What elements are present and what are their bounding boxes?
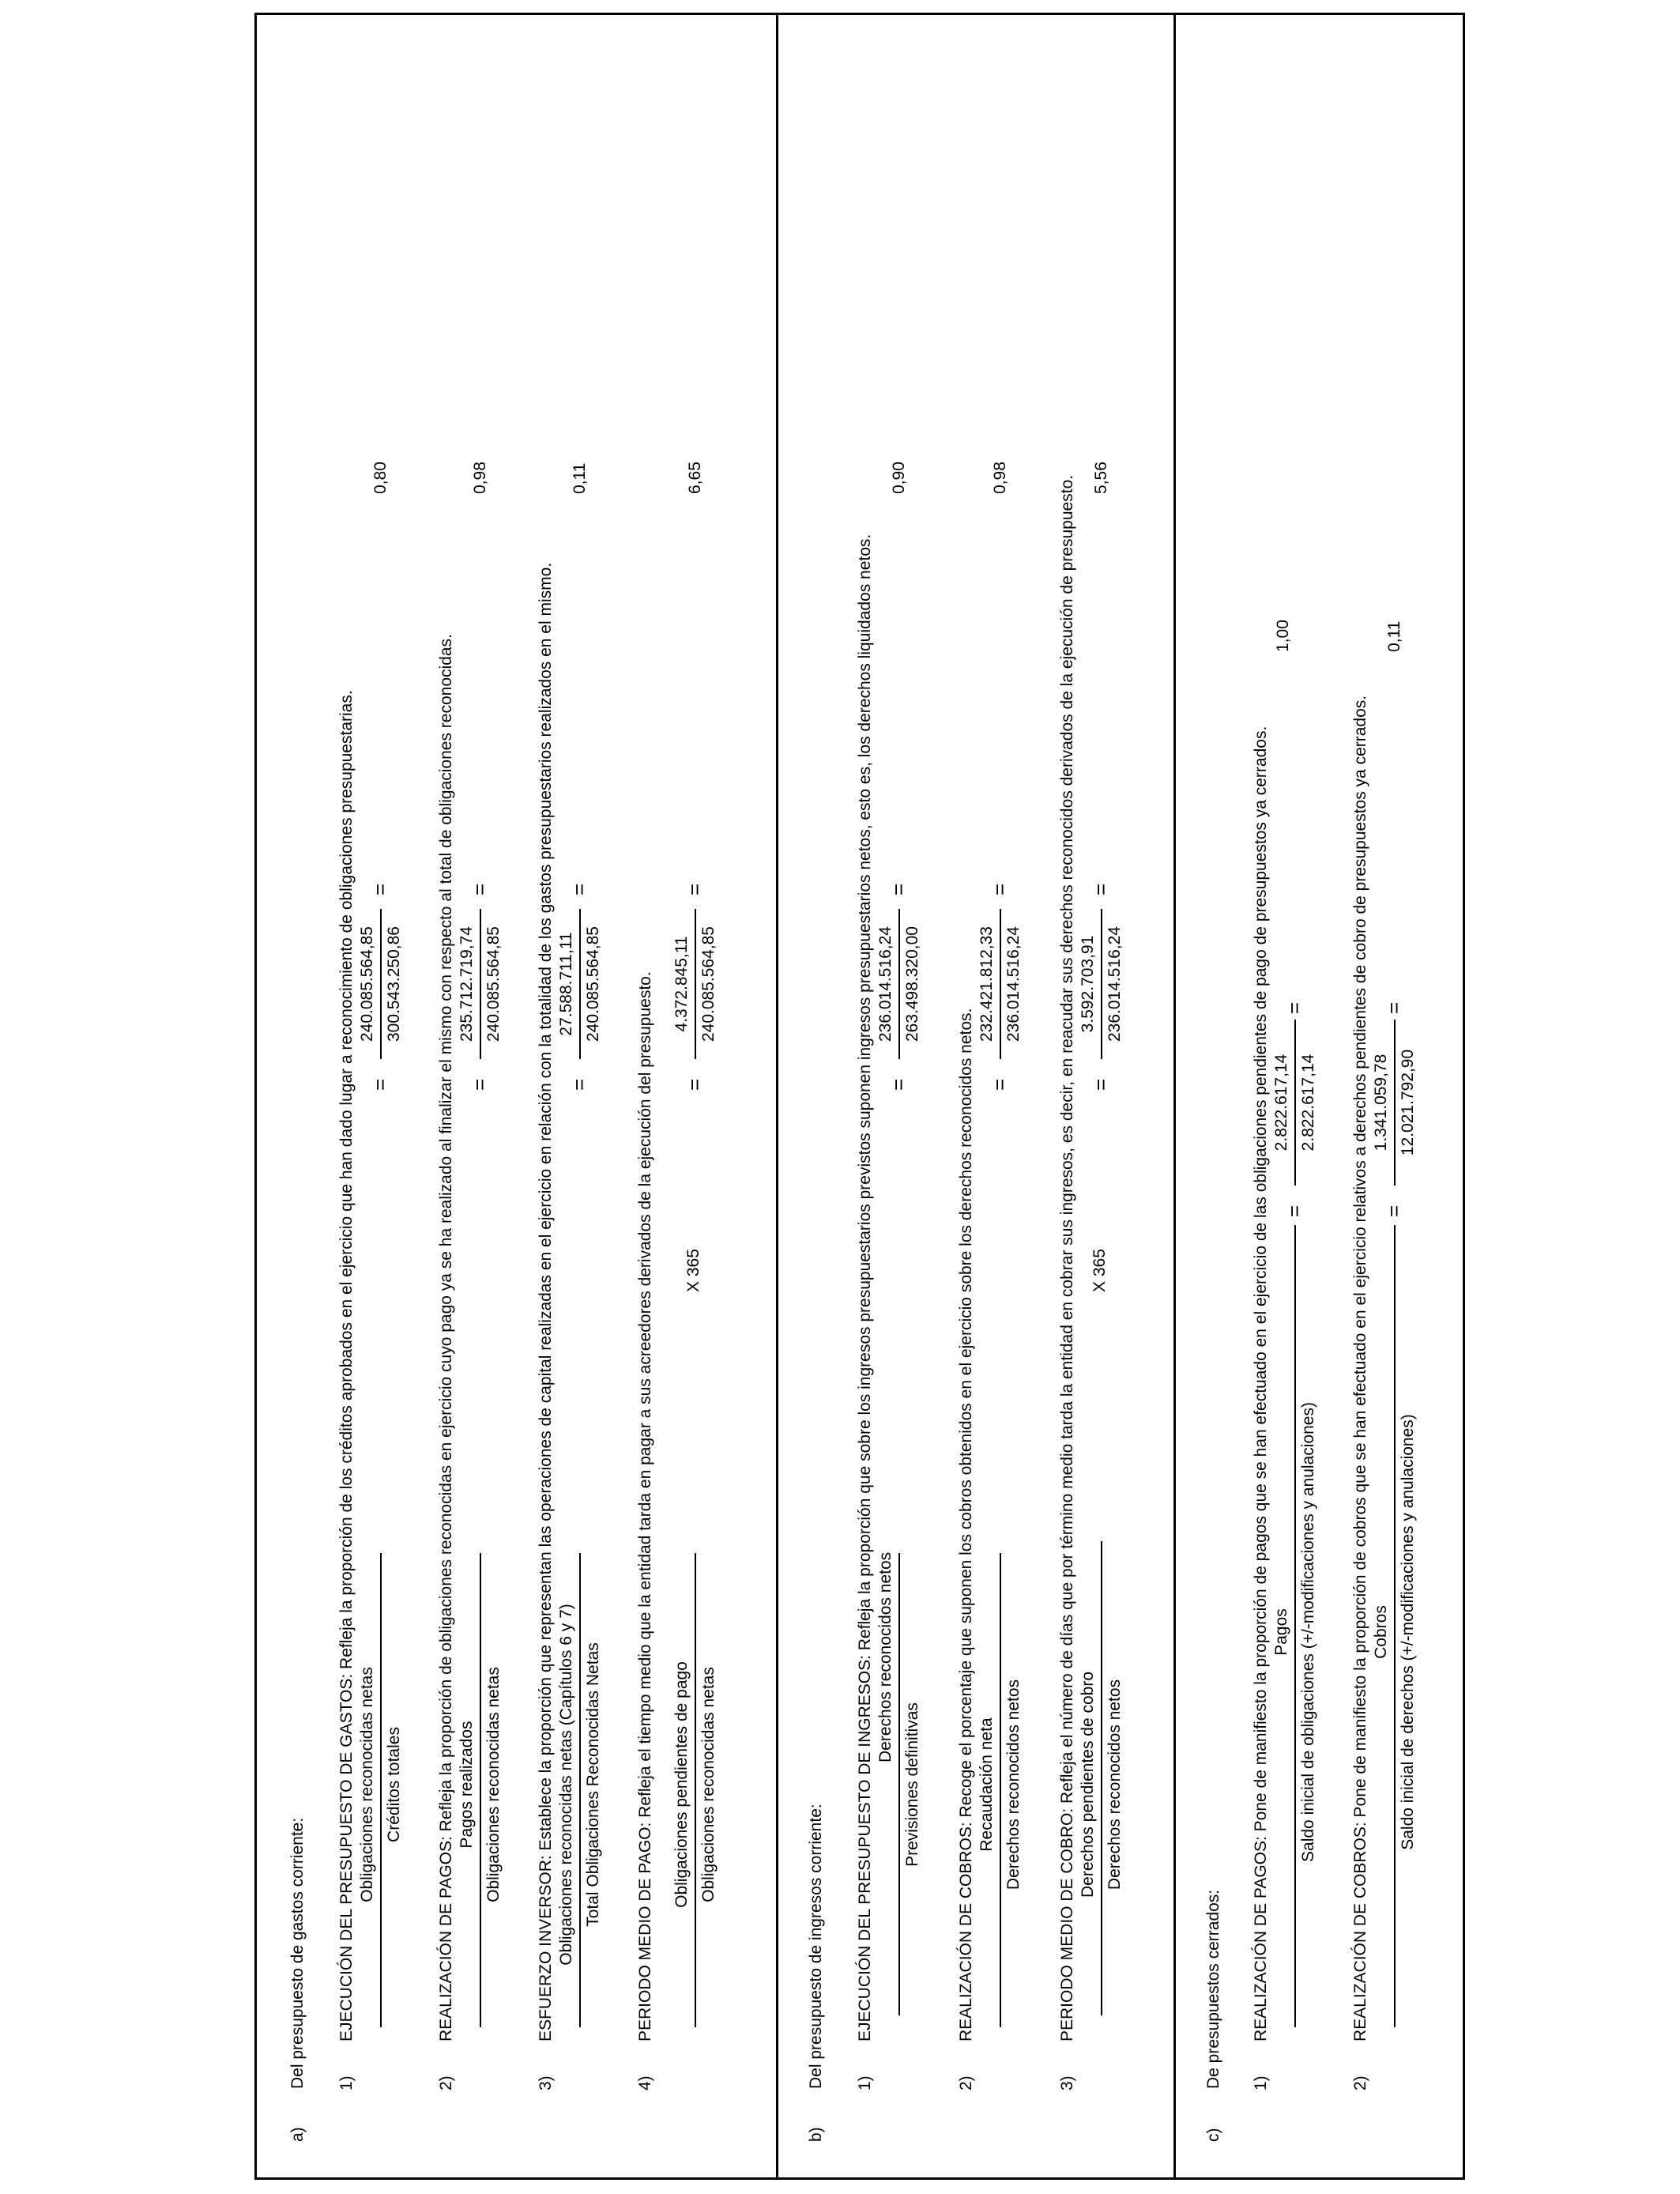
result-value: 0,90 <box>890 462 908 494</box>
fraction-line <box>1000 1553 1001 2027</box>
item-number: 2) <box>437 2075 455 2090</box>
item-number: 1) <box>337 2075 356 2090</box>
numerator-label: Pagos realizados <box>458 1721 476 1849</box>
section-a <box>254 13 776 2180</box>
numerator-value: 4.372.845,11 <box>672 936 691 1032</box>
multiplier: X 365 <box>684 1249 703 1292</box>
numerator-label: Pagos <box>1272 1608 1290 1656</box>
equals-sign: = <box>683 1078 706 1091</box>
denominator-value: 236.014.516,24 <box>1106 926 1124 1042</box>
item-number: 1) <box>856 2075 874 2090</box>
equals-sign: = <box>567 883 591 895</box>
result-value: 0,98 <box>991 462 1009 494</box>
equals-sign: = <box>1283 1001 1306 1014</box>
fraction-line <box>380 1553 382 2027</box>
denominator-label: Saldo inicial de obligaciones (+/-modificaciones y anulaciones) <box>1299 1402 1317 1862</box>
fraction-line <box>898 1553 900 2015</box>
numerator-label: Obligaciones reconocidas netas (Capítulos 6 y 7) <box>557 1604 575 1966</box>
item-number: 3) <box>1058 2075 1076 2090</box>
item-description: EJECUCIÓN DEL PRESUPUESTO DE GASTOS: Refleja la proporción de los créditos aprobados en el ejercicio que han dado lugar a reconocimiento de obligaciones presupuestarias. <box>337 690 356 2041</box>
result-value: 1,00 <box>1274 620 1292 652</box>
item-description: REALIZACIÓN DE PAGOS: Pone de manifiesto la proporción de pagos que se han efectuado en el ejercicio de las obligaciones pendientes de pago de presupuestos ya cerrados. <box>1252 726 1270 2041</box>
denominator-value: 240.085.564,85 <box>484 926 503 1042</box>
section-letter: a) <box>288 2127 307 2142</box>
result-value: 0,80 <box>371 462 390 494</box>
denominator-label: Saldo inicial de derechos (+/-modificaciones y anulaciones) <box>1399 1414 1417 1850</box>
fraction-line <box>1101 1541 1102 2015</box>
item-description: PERIODO MEDIO DE COBRO: Refleja el número de días que por término medio tarda la entidad en cobrar sus ingresos, es decir, en reacudar sus derechos reconocidos derivados de la ejecución de presupuesto. <box>1058 474 1076 2041</box>
equals-sign: = <box>1283 1204 1306 1217</box>
item-description: REALIZACIÓN DE COBROS: Recoge el porcentaje que suponen los cobros obtenidos en el ejercicio sobre los derechos reconocidos netos. <box>957 1008 975 2041</box>
multiplier: X 365 <box>1090 1249 1109 1292</box>
fraction-line <box>1394 1020 1396 1186</box>
numerator-label: Recaudación neta <box>977 1717 996 1852</box>
result-value: 0,11 <box>571 462 589 494</box>
section-title: De presupuestos cerrados: <box>1204 1889 1222 2089</box>
equals-sign: = <box>1382 1204 1406 1217</box>
fraction-line <box>579 909 581 1059</box>
denominator-label: Derechos reconocidos netos <box>1106 1679 1124 1891</box>
equals-sign: = <box>468 883 492 895</box>
item-number: 2) <box>1351 2075 1369 2090</box>
numerator-label: Obligaciones pendientes de pago <box>672 1661 691 1908</box>
equals-sign: = <box>368 883 392 895</box>
result-value: 0,98 <box>471 462 489 494</box>
equals-sign: = <box>1089 883 1113 895</box>
equals-sign: = <box>567 1078 591 1091</box>
denominator-value: 12.021.792,90 <box>1399 1049 1417 1156</box>
numerator-value: 1.341.059,78 <box>1372 1054 1390 1152</box>
item-number: 3) <box>537 2075 555 2090</box>
fraction-line <box>1000 909 1001 1059</box>
fraction-line <box>898 909 900 1059</box>
denominator-label: Obligaciones reconocidas netas <box>484 1667 503 1902</box>
numerator-value: 2.822.617,14 <box>1272 1054 1290 1152</box>
fraction-line <box>1294 1020 1296 1186</box>
item-description: REALIZACIÓN DE PAGOS: Refleja la proporción de obligaciones reconocidas en ejercicio cuyo pago ya se ha realizado al finalizar el mismo con respecto al total de obligaciones reconocidas. <box>437 634 455 2041</box>
fraction-line <box>1294 1225 1296 2027</box>
item-description: EJECUCIÓN DEL PRESUPUESTO DE INGRESOS: Refleja la proporción que sobre los ingresos presupuestarios previstos suponen ingresos presupuestarios netos, esto es, los derechos liquidados netos. <box>856 533 874 2041</box>
denominator-value: 300.543.250,86 <box>385 926 403 1042</box>
equals-sign: = <box>468 1078 492 1091</box>
fraction-line <box>695 1553 696 2027</box>
fraction-line <box>695 909 696 1059</box>
numerator-value: 240.085.564,85 <box>358 926 376 1042</box>
section-letter: b) <box>807 2127 825 2142</box>
numerator-value: 236.014.516,24 <box>876 926 895 1042</box>
result-value: 6,65 <box>686 462 704 494</box>
fraction-line <box>480 1553 481 2027</box>
numerator-value: 232.421.812,33 <box>977 926 996 1042</box>
item-number: 4) <box>636 2075 654 2090</box>
numerator-value: 3.592.703,91 <box>1079 935 1097 1033</box>
item-number: 1) <box>1252 2075 1270 2090</box>
denominator-value: 263.498.320,00 <box>903 926 921 1042</box>
denominator-value: 236.014.516,24 <box>1004 926 1023 1042</box>
item-description: REALIZACIÓN DE COBROS: Pone de manifiesto la proporción de cobros que se han efectuado en el ejercicio relativos a derechos pendientes de cobro de presupuestos ya cerrados. <box>1351 695 1369 2041</box>
fraction-line <box>1101 909 1102 1059</box>
equals-sign: = <box>887 1078 910 1091</box>
denominator-label: Derechos reconocidos netos <box>1004 1679 1023 1891</box>
denominator-label: Créditos totales <box>385 1727 403 1842</box>
item-description: ESFUERZO INVERSOR: Establece la proporción que representan las operaciones de capital realizadas en el ejercicio en relación con la totalidad de los gastos presupuestarios realizados en el mismo. <box>537 562 555 2041</box>
equals-sign: = <box>988 1078 1011 1091</box>
result-value: 5,56 <box>1092 462 1110 494</box>
equals-sign: = <box>988 883 1011 895</box>
equals-sign: = <box>1089 1078 1113 1091</box>
denominator-label: Total Obligaciones Reconocidas Netas <box>584 1642 602 1927</box>
section-letter: c) <box>1204 2128 1222 2142</box>
equals-sign: = <box>368 1078 392 1091</box>
numerator-label: Derechos pendientes de cobro <box>1079 1671 1097 1898</box>
denominator-value: 2.822.617,14 <box>1299 1054 1317 1152</box>
denominator-value: 240.085.564,85 <box>699 926 718 1042</box>
denominator-label: Obligaciones reconocidas netas <box>699 1667 718 1902</box>
result-value: 0,11 <box>1385 620 1403 652</box>
fraction-line <box>480 909 481 1059</box>
numerator-label: Cobros <box>1372 1605 1390 1659</box>
section-title: Del presupuesto de ingresos corriente: <box>807 1804 825 2089</box>
numerator-label: Obligaciones reconocidas netas <box>358 1667 376 1902</box>
equals-sign: = <box>1382 1001 1406 1014</box>
section-title: Del presupuesto de gastos corriente: <box>288 1817 307 2089</box>
fraction-line <box>579 1553 581 2027</box>
rotated-content <box>254 13 1465 2180</box>
item-description: PERIODO MEDIO DE PAGO: Refleja el tiempo medio que la entidad tarda en pagar a sus acreedores derivados de la ejecución del presupuesto. <box>636 971 654 2041</box>
section-b <box>776 13 1173 2180</box>
numerator-label: Derechos reconocidos netos <box>876 1551 895 1762</box>
item-number: 2) <box>957 2075 975 2090</box>
numerator-value: 27.588.711,11 <box>557 932 575 1036</box>
denominator-value: 240.085.564,85 <box>584 926 602 1042</box>
equals-sign: = <box>887 883 910 895</box>
fraction-line <box>380 909 382 1059</box>
fraction-line <box>1394 1225 1396 2027</box>
section-c <box>1173 13 1465 2180</box>
denominator-label: Previsiones definitivas <box>903 1702 921 1867</box>
numerator-value: 235.712.719,74 <box>458 926 476 1042</box>
equals-sign: = <box>683 883 706 895</box>
